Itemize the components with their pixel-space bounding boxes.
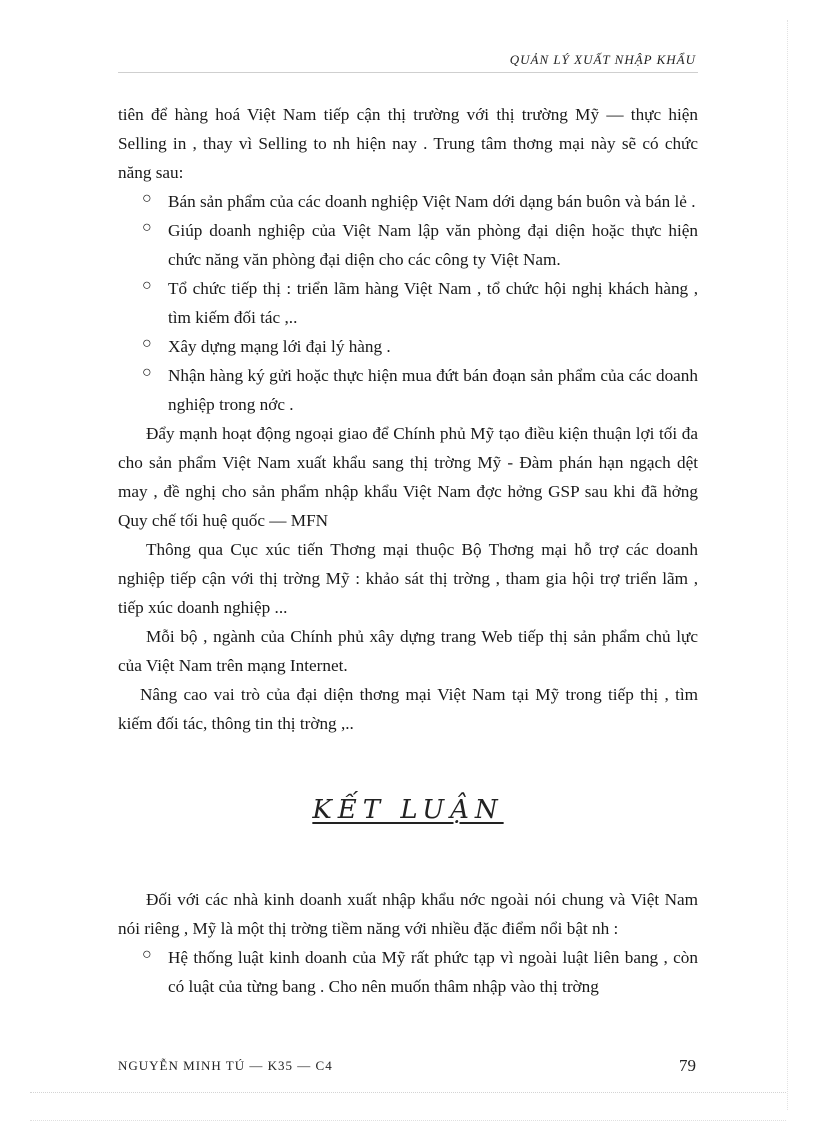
list-item: ○ Giúp doanh nghiệp của Việt Nam lập văn phòng đại diện hoặc thực hiện chức năng văn phòng đại diện cho các công ty Việt Nam. [168,216,698,274]
circle-bullet-icon: ○ [142,190,152,207]
body-text [118,100,698,1001]
running-header: QUẢN LÝ XUẤT NHẬP KHẨU [509,52,696,67]
circle-bullet-icon: ○ [142,277,152,294]
list-item: ○ Xây dựng mạng lới đại lý hàng . [168,332,698,361]
bullet-list-1 [118,187,698,419]
list-item: ○ Tổ chức tiếp thị : triển lãm hàng Việt Nam , tổ chức hội nghị khách hàng , tìm kiếm đối tác ,.. [168,274,698,332]
list-item: ○ Bán sản phẩm của các doanh nghiệp Việt Nam dới dạng bán buôn và bán lẻ . [168,187,698,216]
paragraph-1: tiên để hàng hoá Việt Nam tiếp cận thị trường với thị trường Mỹ — thực hiện Selling in , thay vì Selling to nh hiện nay . Trung tâm thơng mại này sẽ có chức năng sau: [118,105,698,182]
paragraph-6: Đối với các nhà kinh doanh xuất nhập khẩu nớc ngoài nói chung và Việt Nam nói riêng , Mỹ là một thị trờng tiềm năng với nhiều đặc điểm nổi bật nh : [118,890,698,938]
bullet-list-2 [118,943,698,1001]
paragraph-3: Thông qua Cục xúc tiến Thơng mại thuộc Bộ Thơng mại hỗ trợ các doanh nghiệp tiếp cận với thị trờng Mỹ : khảo sát thị trờng , tham gia hội trợ triển lãm , tiếp xúc doanh nghiệp ... [118,540,698,617]
list-item: ○ Hệ thống luật kinh doanh của Mỹ rất phức tạp vì ngoài luật liên bang , còn có luật của từng bang . Cho nên muốn thâm nhập vào thị trờng [168,943,698,1001]
page-number: 79 [679,1056,696,1075]
paragraph-2: Đẩy mạnh hoạt động ngoại giao để Chính phủ Mỹ tạo điều kiện thuận lợi tối đa cho sản phẩm Việt Nam xuất khẩu sang thị trờng Mỹ - Đàm phán hạn ngạch dệt may , đề nghị cho sản phẩm nhập khẩu Việt Nam đợc hởng GSP sau khi đã hởng Quy chế tối huệ quốc — MFN [118,424,698,530]
footer-author: NGUYỄN MINH TÚ — K35 — C4 [118,1058,333,1073]
bottom-rule [30,1120,786,1121]
paragraph-5: Nâng cao vai trò của đại diện thơng mại Việt Nam tại Mỹ trong tiếp thị , tìm kiếm đối tác, thông tin thị trờng ,.. [118,685,698,733]
section-title: KẾT LUẬN [312,795,504,825]
page-edge-rule [787,20,788,1110]
list-item: ○ Nhận hàng ký gửi hoặc thực hiện mua đứt bán đoạn sản phẩm của các doanh nghiệp trong nớc . [168,361,698,419]
paragraph-4: Mỗi bộ , ngành của Chính phủ xây dựng trang Web tiếp thị sản phẩm chủ lực của Việt Nam trên mạng Internet. [118,627,698,675]
circle-bullet-icon: ○ [142,219,152,236]
circle-bullet-icon: ○ [142,335,152,352]
circle-bullet-icon: ○ [142,946,152,963]
circle-bullet-icon: ○ [142,364,152,381]
header-rule [118,72,698,73]
footer-rule [30,1092,786,1093]
section-title-wrap [118,796,698,827]
